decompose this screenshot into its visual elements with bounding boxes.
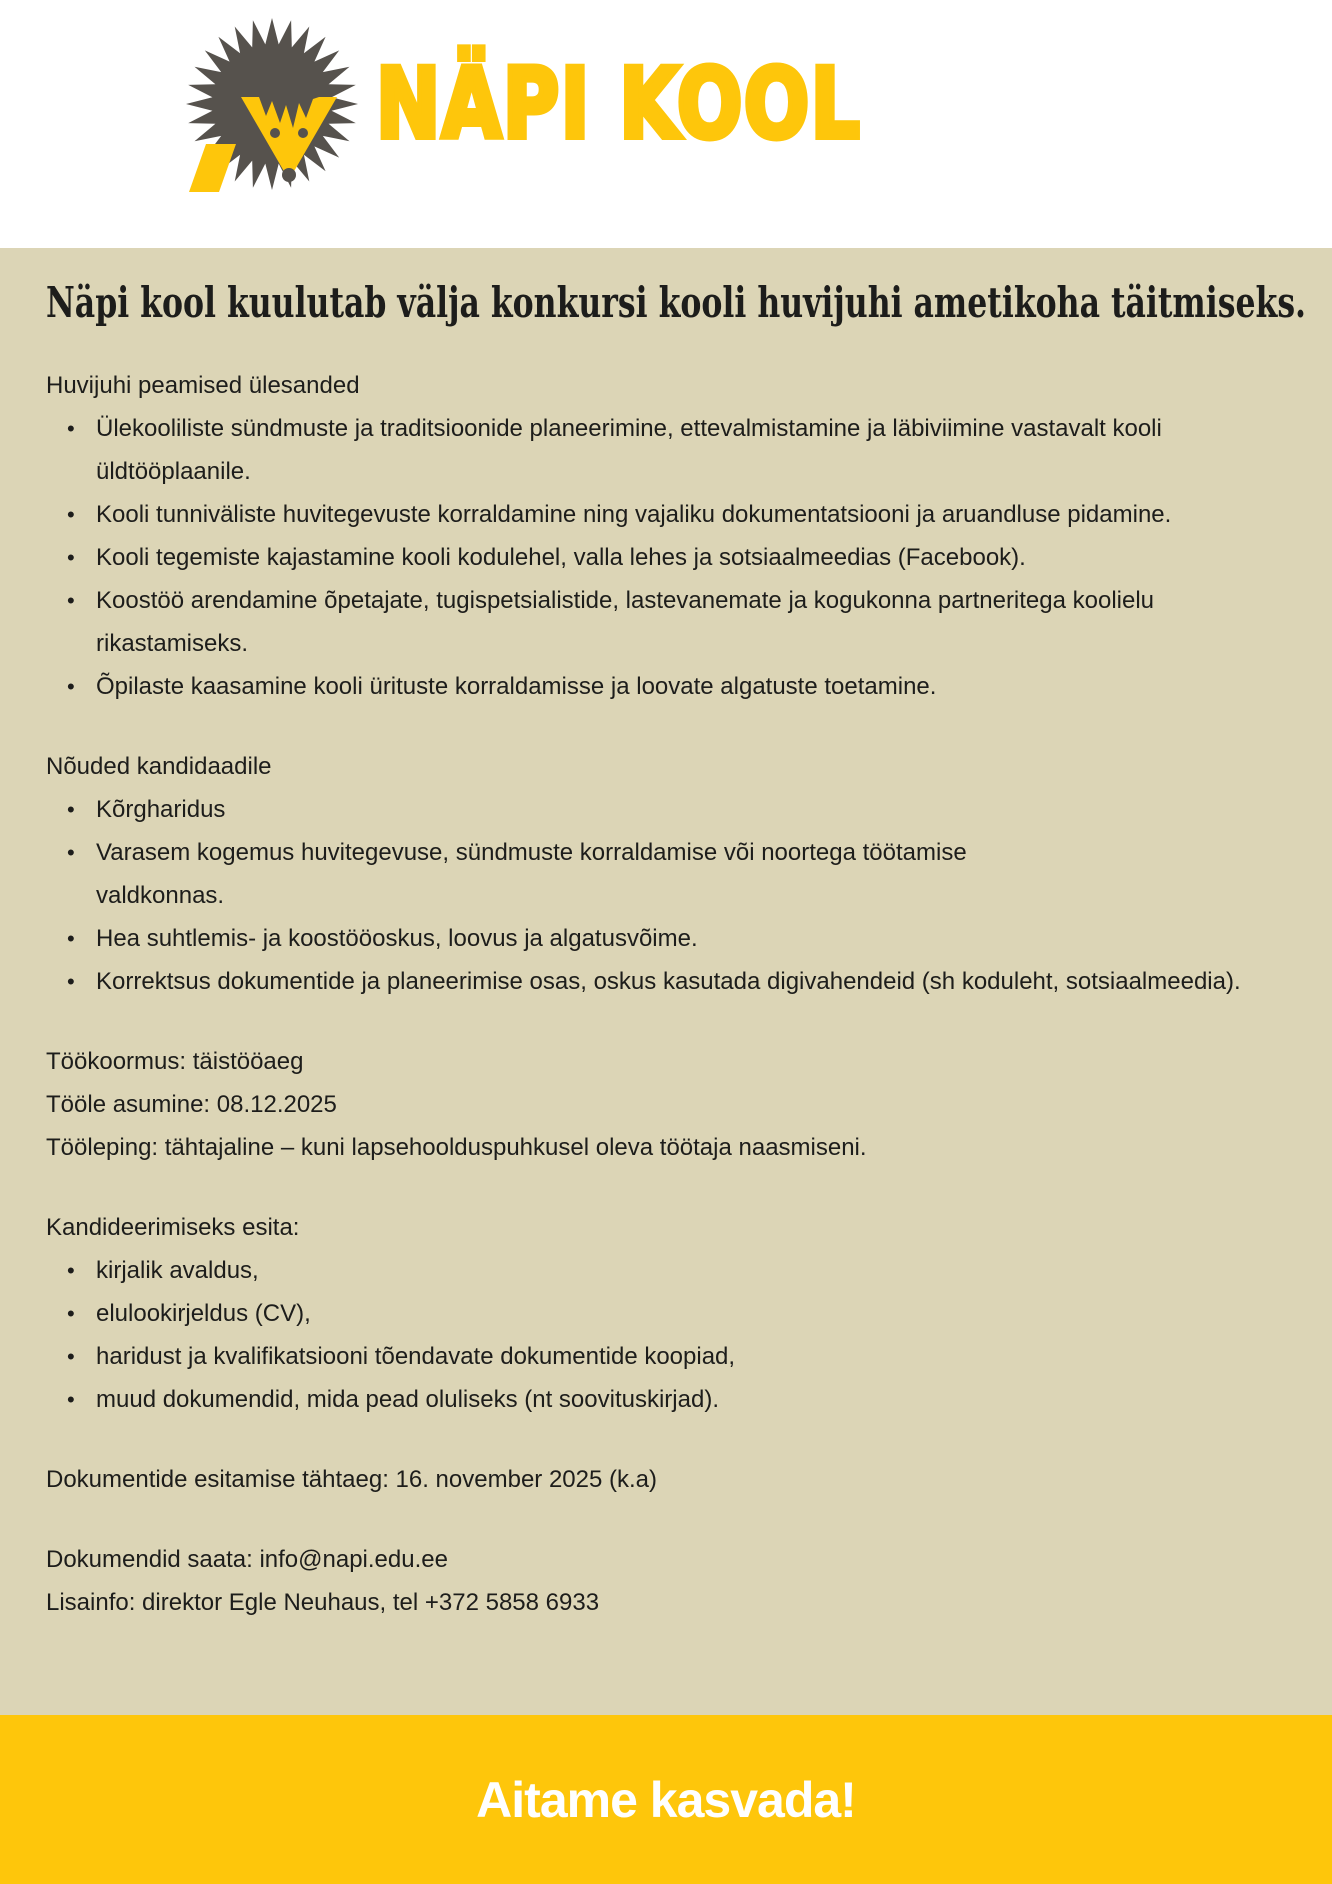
- additional-info-line: Lisainfo: direktor Egle Neuhaus, tel +372 5858 6933: [46, 1589, 600, 1616]
- header: [0, 0, 1332, 248]
- documents-email-line: Dokumendid saata: info@napi.edu.ee: [46, 1546, 448, 1573]
- list-item: • haridust ja kvalifikatsiooni tõendavate dokumentide koopiad,: [46, 1335, 1286, 1378]
- section-application: [46, 1206, 1292, 1421]
- start-date-line: Tööle asumine: 08.12.2025: [46, 1091, 337, 1118]
- list-item: • elulookirjeldus (CV),: [46, 1292, 1286, 1335]
- footer: [0, 1715, 1332, 1884]
- application-heading: Kandideerimiseks esita:: [46, 1214, 300, 1241]
- section-tasks: [46, 364, 1292, 708]
- tasks-list: [46, 407, 1292, 708]
- job-title: Näpi kool kuulutab välja konkursi kooli huvijuhi ametikoha täitmiseks.: [46, 278, 1307, 327]
- application-list: [46, 1249, 1292, 1421]
- list-item: • muud dokumendid, mida pead oluliseks (nt soovituskirjad).: [46, 1378, 1286, 1421]
- list-item: • Kõrgharidus: [46, 788, 1286, 831]
- list-item: • Kooli tegemiste kajastamine kooli kodulehel, valla lehes ja sotsiaalmeedias (Facebook).: [46, 536, 1286, 579]
- workload-line: Töökoormus: täistööaeg: [46, 1048, 304, 1075]
- school-logo: [186, 0, 983, 192]
- list-item: • Varasem kogemus huvitegevuse, sündmuste korraldamise või noortega töötamise valdkonnas.: [46, 831, 1096, 917]
- hedgehog-eye-left: [270, 128, 280, 138]
- list-item: • Koostöö arendamine õpetajate, tugispetsialistide, lastevanemate ja kogukonna partneritega koolielu rikastamiseks.: [46, 579, 1286, 665]
- list-item: • Õpilaste kaasamine kooli ürituste korraldamisse ja loovate algatuste toetamine.: [46, 665, 1286, 708]
- list-item: • Korrektsus dokumentide ja planeerimise osas, oskus kasutada digivahendeid (sh koduleht, sotsiaalmeedia).: [46, 960, 1286, 1003]
- school-name-logotype: NÄPI KOOL: [376, 48, 862, 160]
- list-item: • Kooli tunniväliste huvitegevuste korraldamine ning vajaliku dokumentatsiooni ja aruandluse pidamine.: [46, 493, 1286, 536]
- section-contact: [46, 1538, 1292, 1624]
- hedgehog-eye-right: [298, 128, 308, 138]
- tasks-heading: Huvijuhi peamised ülesanded: [46, 372, 360, 399]
- section-conditions: [46, 1040, 1292, 1169]
- hedgehog-logo-icon: [186, 16, 358, 192]
- hedgehog-leg: [189, 144, 236, 192]
- section-requirements: [46, 745, 1292, 1003]
- list-item: • Hea suhtlemis- ja koostööoskus, loovus ja algatusvõime.: [46, 917, 1286, 960]
- list-item: • kirjalik avaldus,: [46, 1249, 1286, 1292]
- deadline-line: Dokumentide esitamise tähtaeg: 16. november 2025 (k.a): [46, 1466, 658, 1493]
- hedgehog-nose: [282, 168, 296, 182]
- requirements-heading: Nõuded kandidaadile: [46, 753, 272, 780]
- list-item: • Ülekooliliste sündmuste ja traditsioonide planeerimine, ettevalmistamine ja läbiviimine vastavalt kooli üldtööplaanile.: [46, 407, 1286, 493]
- contract-line: Tööleping: tähtajaline – kuni lapsehoolduspuhkusel oleva töötaja naasmiseni.: [46, 1134, 867, 1161]
- main-content: [0, 248, 1332, 1715]
- footer-slogan: Aitame kasvada!: [476, 1771, 856, 1828]
- requirements-list: [46, 788, 1292, 1003]
